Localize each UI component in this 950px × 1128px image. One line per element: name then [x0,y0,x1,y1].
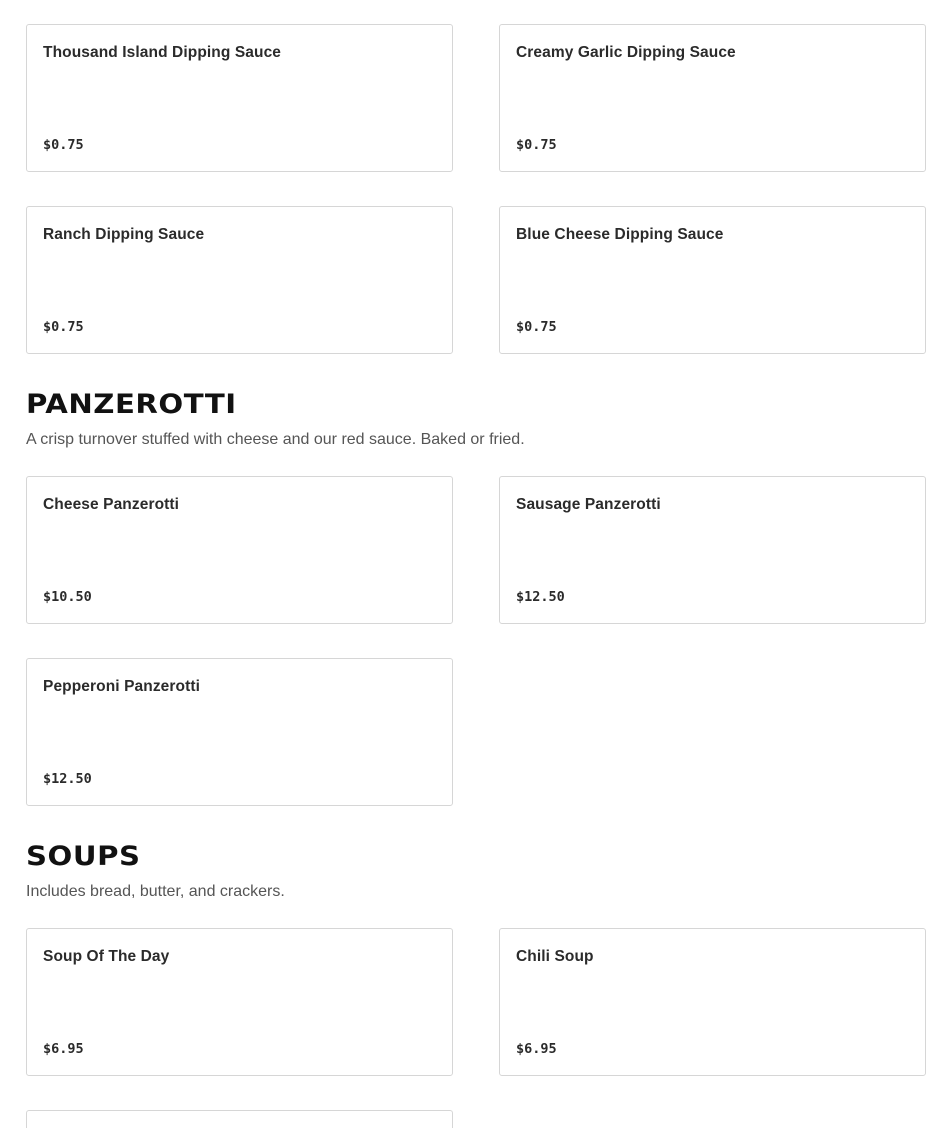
menu-item-price: $10.50 [43,589,92,605]
menu-item-name: Soup Of The Day [43,948,170,965]
menu-item-price: $12.50 [516,589,565,605]
menu-item-name: Ranch Dipping Sauce [43,226,205,243]
section-description-soups: Includes bread, butter, and crackers. [26,883,285,900]
section-description-panzerotti: A crisp turnover stuffed with cheese and our red sauce. Baked or fried. [26,431,525,448]
menu-item-card[interactable] [26,1110,453,1128]
menu-item-card[interactable] [26,206,453,354]
menu-item-card[interactable] [26,24,453,172]
menu-item-card[interactable] [499,928,926,1076]
menu-item-name: Chili Soup [516,948,594,965]
menu-item-price: $0.75 [43,319,84,335]
menu-item-price: $0.75 [43,137,84,153]
section-title-soups: SOUPS [26,841,141,872]
menu-item-card[interactable] [26,658,453,806]
menu-item-name: Creamy Garlic Dipping Sauce [516,44,736,61]
menu-item-card[interactable] [26,928,453,1076]
menu-item-name: Pepperoni Panzerotti [43,678,201,695]
menu-item-card[interactable] [499,206,926,354]
menu-item-card[interactable] [499,24,926,172]
menu-item-price: $6.95 [516,1041,557,1057]
menu-item-card[interactable] [26,476,453,624]
menu-item-name: Sausage Panzerotti [516,496,661,513]
menu-item-name: Thousand Island Dipping Sauce [43,44,282,61]
menu-item-price: $6.95 [43,1041,84,1057]
menu-item-name: Cheese Panzerotti [43,496,180,513]
menu-item-price: $12.50 [43,771,92,787]
section-title-panzerotti: PANZEROTTI [26,389,237,420]
menu-item-price: $0.75 [516,319,557,335]
menu-item-card[interactable] [499,476,926,624]
menu-item-price: $0.75 [516,137,557,153]
menu-item-name: Blue Cheese Dipping Sauce [516,226,724,243]
